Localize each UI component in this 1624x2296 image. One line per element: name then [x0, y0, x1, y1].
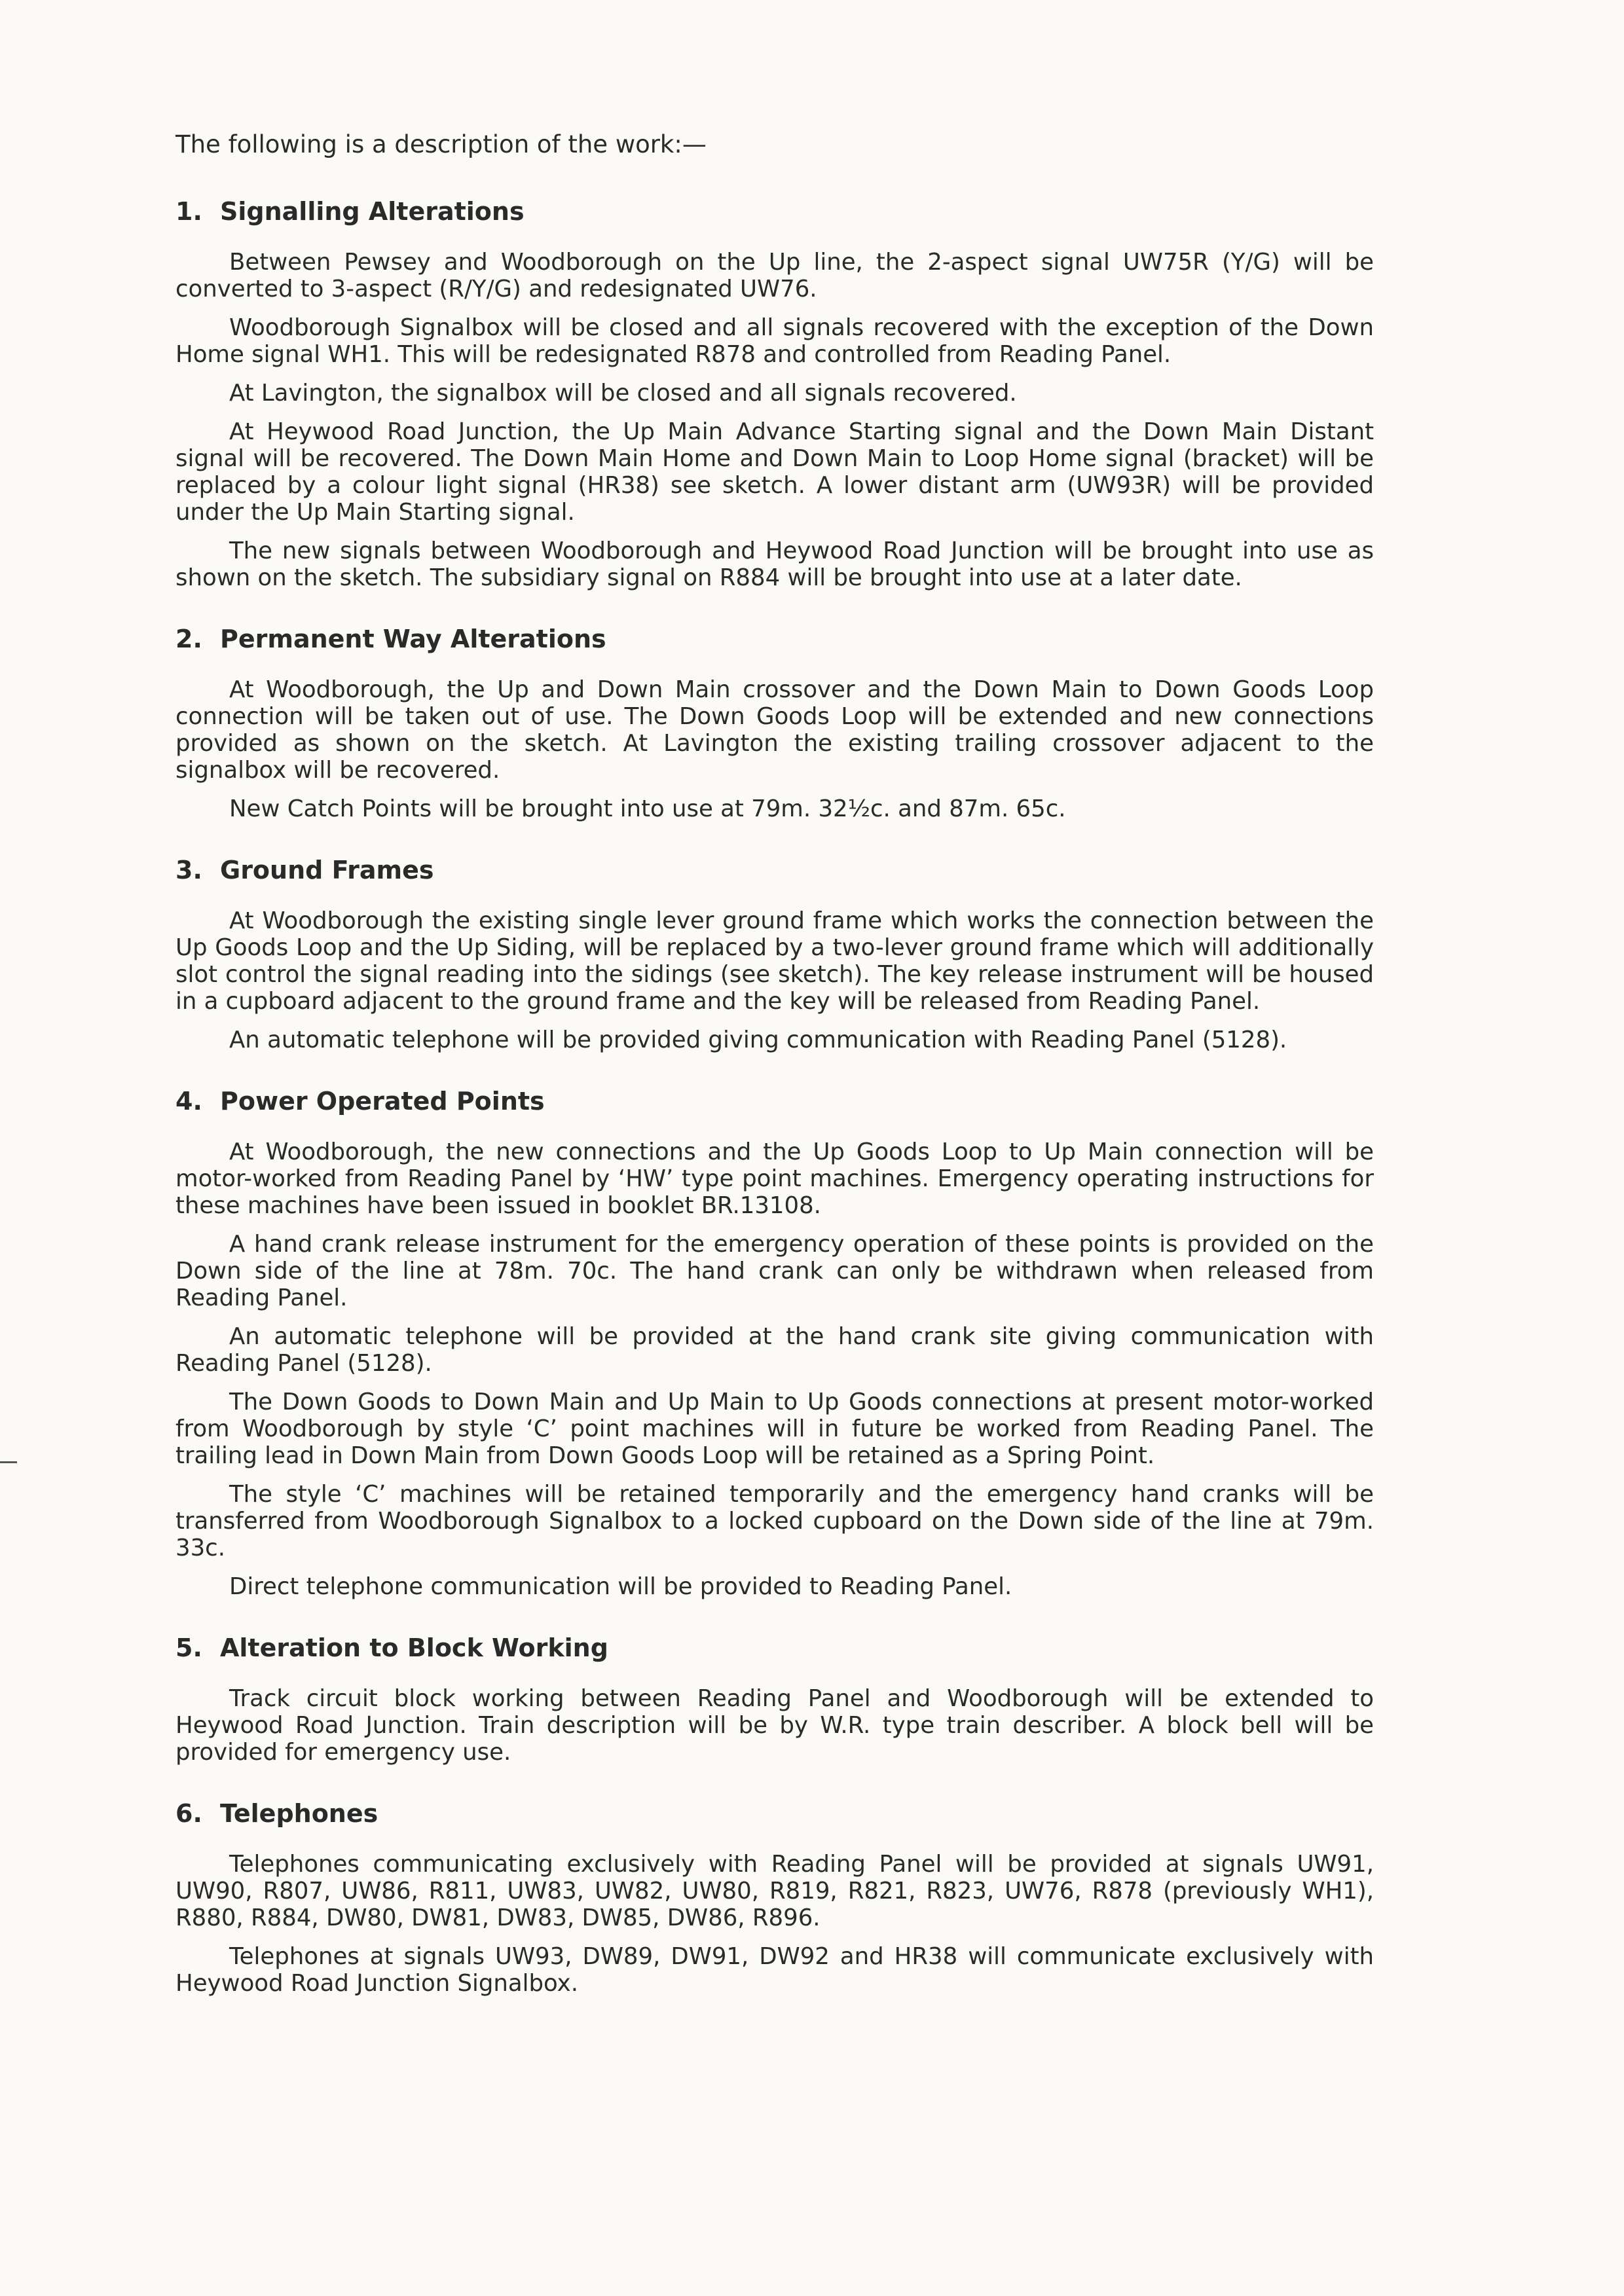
paragraph: At Woodborough, the Up and Down Main crossover and the Down Main to Down Goods Loop connection will be taken out of use. The Down Goods Loop will be extended and new connections provided as shown on the sketch. At Lavington the existing trailing crossover adjacent to the signalbox will be recovered.	[175, 676, 1374, 784]
section-heading	[175, 1631, 1374, 1664]
paragraph: New Catch Points will be brought into use at 79m. 32½c. and 87m. 65c.	[229, 795, 1066, 822]
section-number: 4.	[175, 1087, 202, 1116]
section-number: 2.	[175, 625, 202, 653]
section-heading	[175, 1085, 1374, 1118]
paragraph: Telephones communicating exclusively with Reading Panel will be provided at signals UW91, UW90, R807, UW86, R811, UW83, UW82, UW80, R819, R821, R823, UW76, R878 (previously WH1), R880, R884, DW80, DW81, DW83, DW85, DW86, R896.	[175, 1851, 1374, 1931]
section-title: Telephones	[220, 1799, 378, 1828]
section-title: Alteration to Block Working	[220, 1633, 608, 1662]
paragraph: The Down Goods to Down Main and Up Main to Up Goods connections at present motor-worked from Woodborough by style ‘C’ point machines will in future be worked from Reading Panel. The trailing lead in Down Main from Down Goods Loop will be retained as a Spring Point.	[175, 1389, 1374, 1469]
paragraph: At Woodborough, the new connections and the Up Goods Loop to Up Main connection will be motor-worked from Reading Panel by ‘HW’ type point machines. Emergency operating instructions for these machines have been issued in booklet BR.13108.	[175, 1139, 1374, 1219]
paragraph: Track circuit block working between Reading Panel and Woodborough will be extended to Heywood Road Junction. Train description will be by W.R. type train describer. A block bell will be provided for emergency use.	[175, 1685, 1374, 1766]
paragraph: Woodborough Signalbox will be closed and all signals recovered with the exception of the Down Home signal WH1. This will be redesignated R878 and controlled from Reading Panel.	[175, 314, 1374, 368]
paragraph: Direct telephone communication will be provided to Reading Panel.	[229, 1573, 1012, 1600]
paragraph: An automatic telephone will be provided at the hand crank site giving communication with Reading Panel (5128).	[175, 1323, 1374, 1377]
section-signalling-alterations	[175, 195, 1374, 591]
section-permanent-way-alterations	[175, 623, 1374, 822]
section-ground-frames	[175, 854, 1374, 1053]
section-power-operated-points	[175, 1085, 1374, 1600]
section-heading	[175, 623, 1374, 655]
paragraph: A hand crank release instrument for the emergency operation of these points is provided on the Down side of the line at 78m. 70c. The hand crank can only be withdrawn when released from Reading Panel.	[175, 1231, 1374, 1311]
paragraph: Telephones at signals UW93, DW89, DW91, DW92 and HR38 will communicate exclusively with Heywood Road Junction Signalbox.	[175, 1943, 1374, 1997]
section-title: Power Operated Points	[220, 1087, 545, 1116]
section-telephones	[175, 1797, 1374, 1997]
section-heading	[175, 195, 1374, 228]
margin-mark	[0, 1461, 17, 1463]
paragraph: An automatic telephone will be provided giving communication with Reading Panel (5128).	[229, 1027, 1287, 1053]
paragraph: At Woodborough the existing single lever ground frame which works the connection between the Up Goods Loop and the Up Siding, will be replaced by a two-lever ground frame which will additionally slot control the signal reading into the sidings (see sketch). The key release instrument will be housed in a cupboard adjacent to the ground frame and the key will be released from Reading Panel.	[175, 907, 1374, 1015]
paragraph: The style ‘C’ machines will be retained temporarily and the emergency hand cranks will be transferred from Woodborough Signalbox to a locked cupboard on the Down side of the line at 79m. 33c.	[175, 1481, 1374, 1561]
paragraph: The new signals between Woodborough and Heywood Road Junction will be brought into use as shown on the sketch. The subsidiary signal on R884 will be brought into use at a later date.	[175, 538, 1374, 591]
section-title: Ground Frames	[220, 856, 434, 884]
document-body	[175, 128, 1374, 2028]
section-number: 3.	[175, 856, 202, 884]
section-number: 6.	[175, 1799, 202, 1828]
section-number: 5.	[175, 1633, 202, 1662]
section-alteration-to-block-working	[175, 1631, 1374, 1766]
paragraph: Between Pewsey and Woodborough on the Up line, the 2-aspect signal UW75R (Y/G) will be converted to 3-aspect (R/Y/G) and redesignated UW76.	[175, 249, 1374, 302]
section-heading	[175, 854, 1374, 886]
section-number: 1.	[175, 197, 202, 226]
intro-line: The following is a description of the work:—	[175, 130, 707, 158]
section-title: Permanent Way Alterations	[220, 625, 606, 653]
section-title: Signalling Alterations	[220, 197, 525, 226]
paragraph: At Lavington, the signalbox will be closed and all signals recovered.	[229, 380, 1017, 407]
paragraph: At Heywood Road Junction, the Up Main Advance Starting signal and the Down Main Distant signal will be recovered. The Down Main Home and Down Main to Loop Home signal (bracket) will be replaced by a colour light signal (HR38) see sketch. A lower distant arm (UW93R) will be provided under the Up Main Starting signal.	[175, 418, 1374, 526]
section-heading	[175, 1797, 1374, 1830]
